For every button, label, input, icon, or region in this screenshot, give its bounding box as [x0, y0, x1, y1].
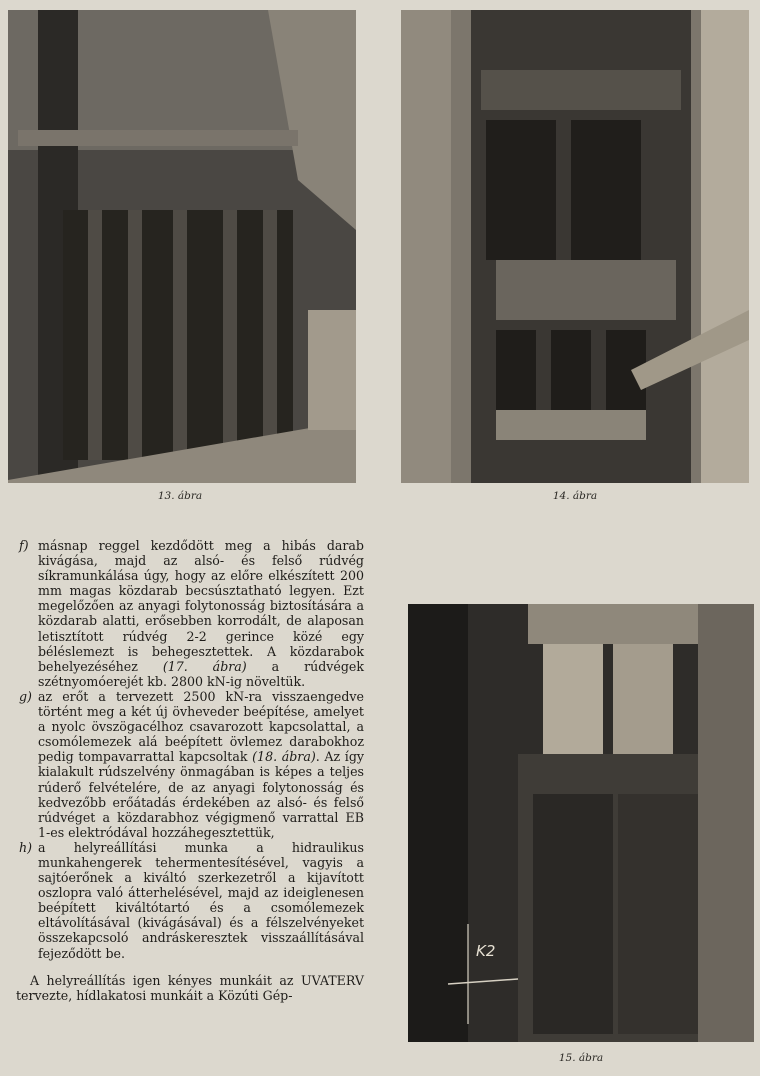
figure-reference: (17. ábra) — [162, 658, 247, 674]
figure-15-photo — [408, 604, 754, 1042]
list-item-h: h) a helyreállítási munka a hidraulikus munkahengerek tehermentesítésével, vagyis a sajtóerőnek a kiváltó szerkezetről a kijavított oszlopra való átterhelésével, majd az ideiglenesen beépített kiváltótartó és a csomólemezek eltávolításával (kivágásával) és a félszelvényeket összekapcsoló andráskeresztek visszaállításával fejeződött be. — [16, 840, 364, 961]
figure-14-caption: 14. ábra — [552, 490, 598, 502]
figure-13-photo — [8, 10, 356, 483]
k2-label: K2 — [476, 942, 496, 960]
closing-paragraph: A helyreállítás igen kényes munkáit az UVATERV tervezte, hídlakatosi munkáit a Közúti Gép- — [16, 972, 364, 1003]
figure-15-caption: 15. ábra — [558, 1052, 604, 1064]
body-text-column — [16, 538, 364, 1003]
list-item-g: g) az erőt a tervezett 2500 kN-ra visszaengedve történt meg a két új övheveder beépítése, amelyet a nyolc övszögacélhoz csavarozott kapcsolattal, a csomólemezek alá beépített övlemez darabokhoz pedig tompavarrattal kapcsoltak (18. ábra). Az így kialakult rúdszelvény önmagában is képes a teljes rúderő felvételére, de az anyagi folytonosság és kedvezőbb erőátadás érdekében az alsó- és felső rúdvéget a közdarabhoz végigmenő varrattal EB 1-es elektródával hozzáhegesztettük, — [16, 689, 364, 840]
figure-14-photo — [401, 10, 749, 483]
list-marker: f) — [19, 538, 29, 553]
list-item-f: f) másnap reggel kezdődött meg a hibás darab kivágása, majd az alsó- és felső rúdvég síkramunkálása úgy, hogy az előre elkészített 200 mm magas közdarab becsúsztatható legyen. Ezt megelőzően az anyagi folytonosság biztosítására a közdarab alatti, erősebben korrodált, de alaposan letisztított rúdvég 2-2 gerince közé egy béléslemezt is behegesztettek. A közdarabok behelyezéséhez (17. ábra) a rúdvégek szétnyomóerejét kb. 2800 kN-ig növeltük. — [16, 538, 364, 689]
figure-reference: (18. ábra) — [252, 749, 316, 765]
figure-13-caption: 13. ábra — [157, 490, 203, 502]
list-marker: h) — [19, 839, 33, 855]
list-marker: g) — [19, 688, 32, 704]
